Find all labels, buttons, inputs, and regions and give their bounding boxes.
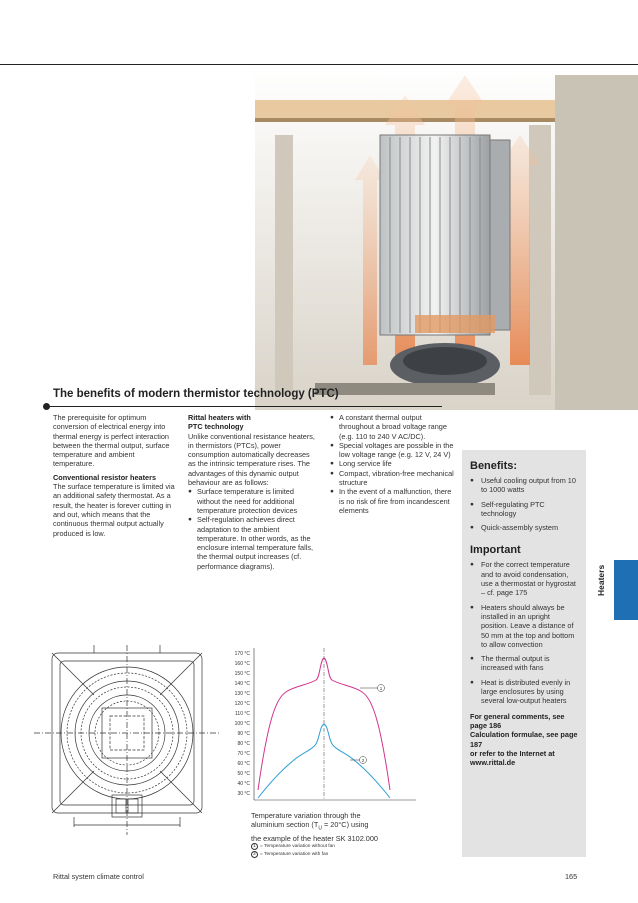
caption-line1: Temperature variation through the: [251, 811, 361, 820]
ptc-heading-line2: PTC technology: [188, 422, 244, 432]
ptc-paragraph: Unlike conventional resistance heaters, in thermistors (PTCs), power consumption automatically decreases as the intrinsic temperature rises. The advantages of this dynamic output behaviour are as follows:: [188, 431, 315, 488]
y-tick-label: 60 °C: [237, 761, 250, 767]
important-item: ● For the correct temperature and to avoid condensation, use a thermostat or hygrostat – cf. page 175: [470, 560, 578, 597]
important-item: ● Heat is distributed evenly in large enclosures by using several low-output heaters: [470, 678, 578, 706]
marker1-label: 1: [379, 686, 383, 691]
legend-text: = Temperature variation with fan: [260, 852, 329, 857]
benefit-item: ● Useful cooling output from 10 to 1000 watts: [470, 476, 578, 495]
y-tick-label: 100 °C: [234, 721, 250, 727]
temperature-chart: [228, 640, 418, 810]
advantage-bullet: ● A constant thermal output throughout a broad voltage range (e.g. 110 to 240 V AC/DC).: [330, 413, 458, 441]
benefits-title: Benefits:: [470, 460, 518, 472]
y-tick-label: 150 °C: [234, 671, 250, 677]
legend-item-with-fan: [251, 851, 328, 858]
page-number: 165: [565, 872, 578, 881]
column-ptc: [188, 413, 316, 571]
y-tick-label: 130 °C: [234, 691, 250, 697]
y-tick-label: 110 °C: [235, 711, 250, 717]
conventional-paragraph: The surface temperature is limited via an additional safety thermostat. As a result, the heater is forever cutting in and out, which means that the continuous thermal output actually produced is low.: [53, 482, 175, 538]
footer-publication: Rittal system climate control: [53, 872, 144, 881]
ptc-bullet: ● Surface temperature is limited without the need for additional temperature protection devices: [188, 487, 316, 515]
y-tick-label: 120 °C: [234, 701, 250, 707]
important-item: ● The thermal output is increased with fans: [470, 654, 578, 673]
advantage-bullet: ● Special voltages are possible in the low voltage range (e.g. 12 V, 24 V): [330, 441, 458, 460]
y-tick-label: 70 °C: [237, 751, 250, 757]
ptc-bullet-list: [188, 487, 316, 571]
legend-number: 1: [251, 843, 258, 850]
legend-number: 2: [251, 851, 258, 858]
ptc-heading-line1: Rittal heaters with: [188, 413, 251, 422]
marker2-label: 2: [361, 758, 365, 763]
reference-formulae: Calculation formulae, see page 187: [470, 730, 578, 749]
y-tick-label: 170 °C: [234, 651, 250, 657]
section-tab-marker: [614, 560, 638, 620]
chart-caption: [251, 811, 416, 843]
intro-paragraph: The prerequisite for optimum conversion of electrical energy into thermal energy is perfect interaction between the thermal output, surface temperature and ambient temperature.: [53, 413, 170, 469]
section-title: The benefits of modern thermistor technology (PTC): [53, 388, 339, 400]
legend-item-without-fan: [251, 843, 335, 850]
caption-line2: aluminium section $(T_U = 20^\circ C)$ using: [251, 820, 369, 832]
advantage-bullet: ● Long service life: [330, 459, 458, 468]
conventional-heading: Conventional resistor heaters: [53, 472, 156, 482]
info-sidebar: [462, 450, 586, 857]
benefits-list: [470, 476, 578, 532]
column-intro: [53, 413, 176, 538]
column-advantages: [330, 413, 458, 515]
y-tick-label: 80 °C: [237, 741, 250, 747]
benefit-item: ● Self-regulating PTC technology: [470, 500, 578, 519]
benefit-item: ● Quick-assembly system: [470, 523, 578, 532]
y-tick-label: 90 °C: [237, 731, 250, 737]
heater-illustration: [255, 65, 638, 410]
y-tick-label: 50 °C: [237, 771, 250, 777]
reference-general: For general comments, see page 186: [470, 711, 565, 730]
y-tick-label: 140 °C: [234, 681, 250, 687]
section-tab-label: Heaters: [596, 564, 606, 596]
title-rule: [46, 406, 442, 407]
advantage-bullet: ● In the event of a malfunction, there is no risk of fire from incandescent elements: [330, 487, 458, 515]
legend-text: = Temperature variation without fan: [260, 844, 335, 849]
important-list: [470, 560, 578, 705]
important-title: Important: [470, 544, 521, 557]
y-tick-label: 160 °C: [234, 661, 250, 667]
advantages-bullet-list: [330, 413, 458, 515]
reference-internet: or refer to the Internet at www.rittal.de: [470, 748, 555, 768]
ptc-bullet: ● Self-regulation achieves direct adaptation to the ambient temperature. In other words, as the enclosure internal temperature falls, the thermal output increases (cf. performance diagrams).: [188, 515, 316, 571]
y-tick-label: 30 °C: [237, 791, 250, 797]
caption-line3: the example of the heater SK 3102.000: [251, 834, 378, 844]
important-item: ● Heaters should always be installed in an upright position. Leave a distance of 50 mm at the top and bottom to allow convection: [470, 603, 578, 649]
heater-cross-section-drawing: [34, 645, 220, 835]
y-tick-label: 40 °C: [237, 781, 250, 787]
advantage-bullet: ● Compact, vibration-free mechanical structure: [330, 469, 458, 488]
references: [470, 712, 578, 768]
